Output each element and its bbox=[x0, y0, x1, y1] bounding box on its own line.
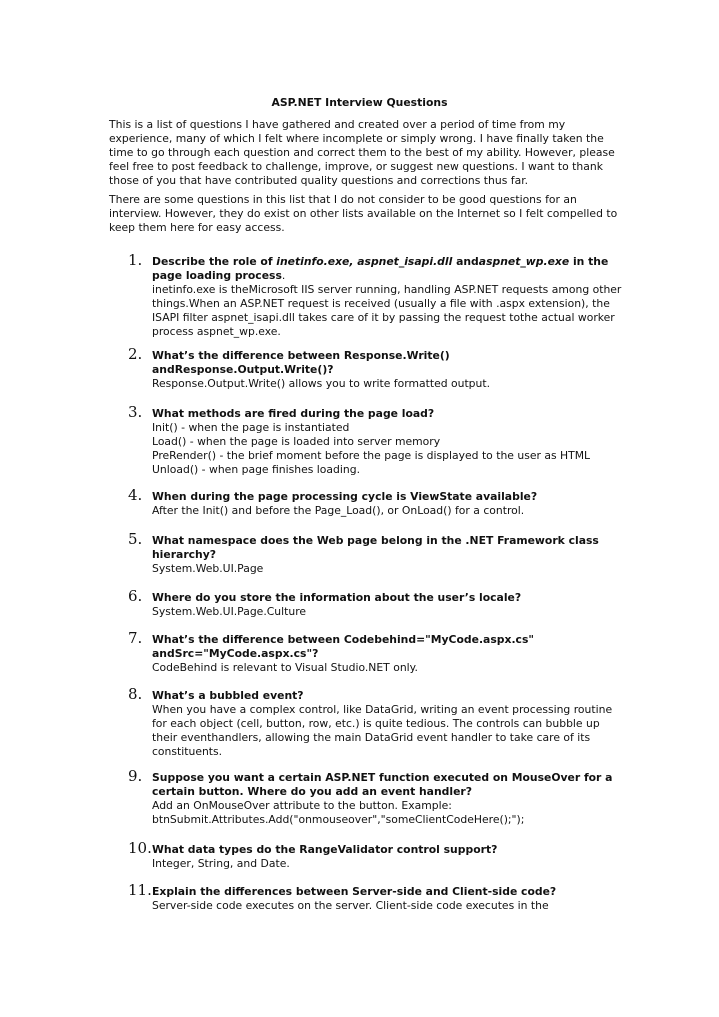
question-number: 6. bbox=[128, 587, 143, 605]
answer-line: PreRender() - the brief moment before the page is displayed to the user as HTML bbox=[152, 449, 591, 462]
question-body bbox=[152, 490, 622, 518]
question-body bbox=[152, 534, 622, 576]
question-text: Where do you store the information about the user’s locale? bbox=[152, 591, 522, 604]
document-title: ASP.NET Interview Questions bbox=[271, 96, 448, 109]
question-number: 3. bbox=[128, 403, 143, 421]
question-text: What’s the difference between Response.Write() andResponse.Output.Write()? bbox=[152, 349, 450, 376]
answer-line: Init() - when the page is instantiated bbox=[152, 421, 350, 434]
question-number: 7. bbox=[128, 629, 143, 647]
answer-text: Add an OnMouseOver attribute to the button. Example: btnSubmit.Attributes.Add("onmouseover","someClientCodeHere();"); bbox=[152, 799, 525, 826]
question-body bbox=[152, 591, 622, 619]
answer-text: System.Web.UI.Page.Culture bbox=[152, 605, 307, 618]
question-number: 4. bbox=[128, 486, 143, 504]
answer-text: inetinfo.exe is theMicrosoft IIS server running, handling ASP.NET requests among other things.When an ASP.NET request is received (usually a file with .aspx extension), the ISAPI filter aspnet_isapi.dll takes care of it by passing the request tothe actual worker process aspnet_wp.exe. bbox=[152, 283, 622, 338]
question-text: Explain the differences between Server-side and Client-side code? bbox=[152, 885, 557, 898]
question-number: 10. bbox=[128, 839, 152, 857]
question-text: What’s a bubbled event? bbox=[152, 689, 304, 702]
question-number: 11. bbox=[128, 881, 152, 899]
answer-text: When you have a complex control, like DataGrid, writing an event processing routine for each object (cell, button, row, etc.) is quite tedious. The controls can bubble up their eventhandlers, allowing the main DataGrid event handler to take care of its constituents. bbox=[152, 703, 613, 758]
answer-text: System.Web.UI.Page bbox=[152, 562, 264, 575]
question-text: Describe the role of inetinfo.exe, aspnet_isapi.dll andaspnet_wp.exe in the page loading process. bbox=[152, 255, 609, 282]
question-body bbox=[152, 771, 622, 827]
question-number: 2. bbox=[128, 345, 143, 363]
question-number: 1. bbox=[128, 251, 143, 269]
answer-text: CodeBehind is relevant to Visual Studio.NET only. bbox=[152, 661, 418, 674]
intro-paragraph-2: There are some questions in this list that I do not consider to be good questions for an interview. However, they do exist on other lists available on the Internet so I felt compelled to keep them here for easy access. bbox=[109, 193, 618, 234]
question-body bbox=[152, 349, 491, 391]
question-text: What data types do the RangeValidator control support? bbox=[152, 843, 498, 856]
question-body bbox=[152, 843, 622, 871]
intro-paragraph-1: This is a list of questions I have gathered and created over a period of time from my experience, many of which I felt where incomplete or simply wrong. I have finally taken the time to go through each question and correct them to the best of my ability. However, please feel free to post feedback to challenge, improve, or suggest new questions. I want to thank those of you that have contributed quality questions and corrections thus far. bbox=[109, 118, 615, 187]
question-text: Suppose you want a certain ASP.NET function executed on MouseOver for a certain button. Where do you add an event handler? bbox=[152, 771, 613, 798]
question-body bbox=[152, 689, 622, 759]
question-number: 9. bbox=[128, 767, 143, 785]
question-body bbox=[152, 255, 622, 339]
question-body bbox=[152, 885, 622, 913]
question-body bbox=[152, 633, 562, 675]
question-text: What’s the difference between Codebehind="MyCode.aspx.cs" andSrc="MyCode.aspx.cs"? bbox=[152, 633, 535, 660]
answer-text: Server-side code executes on the server. Client-side code executes in the bbox=[152, 899, 549, 912]
answer-text: Response.Output.Write() allows you to write formatted output. bbox=[152, 377, 491, 390]
question-number: 5. bbox=[128, 530, 143, 548]
question-text: What namespace does the Web page belong in the .NET Framework class hierarchy? bbox=[152, 534, 599, 561]
answer-text: After the Init() and before the Page_Load(), or OnLoad() for a control. bbox=[152, 504, 525, 517]
answer-line: Unload() - when page finishes loading. bbox=[152, 463, 361, 476]
question-body bbox=[152, 407, 622, 477]
question-text: What methods are fired during the page load? bbox=[152, 407, 435, 420]
answer-line: Load() - when the page is loaded into server memory bbox=[152, 435, 441, 448]
answer-text: Integer, String, and Date. bbox=[152, 857, 290, 870]
question-number: 8. bbox=[128, 685, 143, 703]
question-text: When during the page processing cycle is ViewState available? bbox=[152, 490, 538, 503]
